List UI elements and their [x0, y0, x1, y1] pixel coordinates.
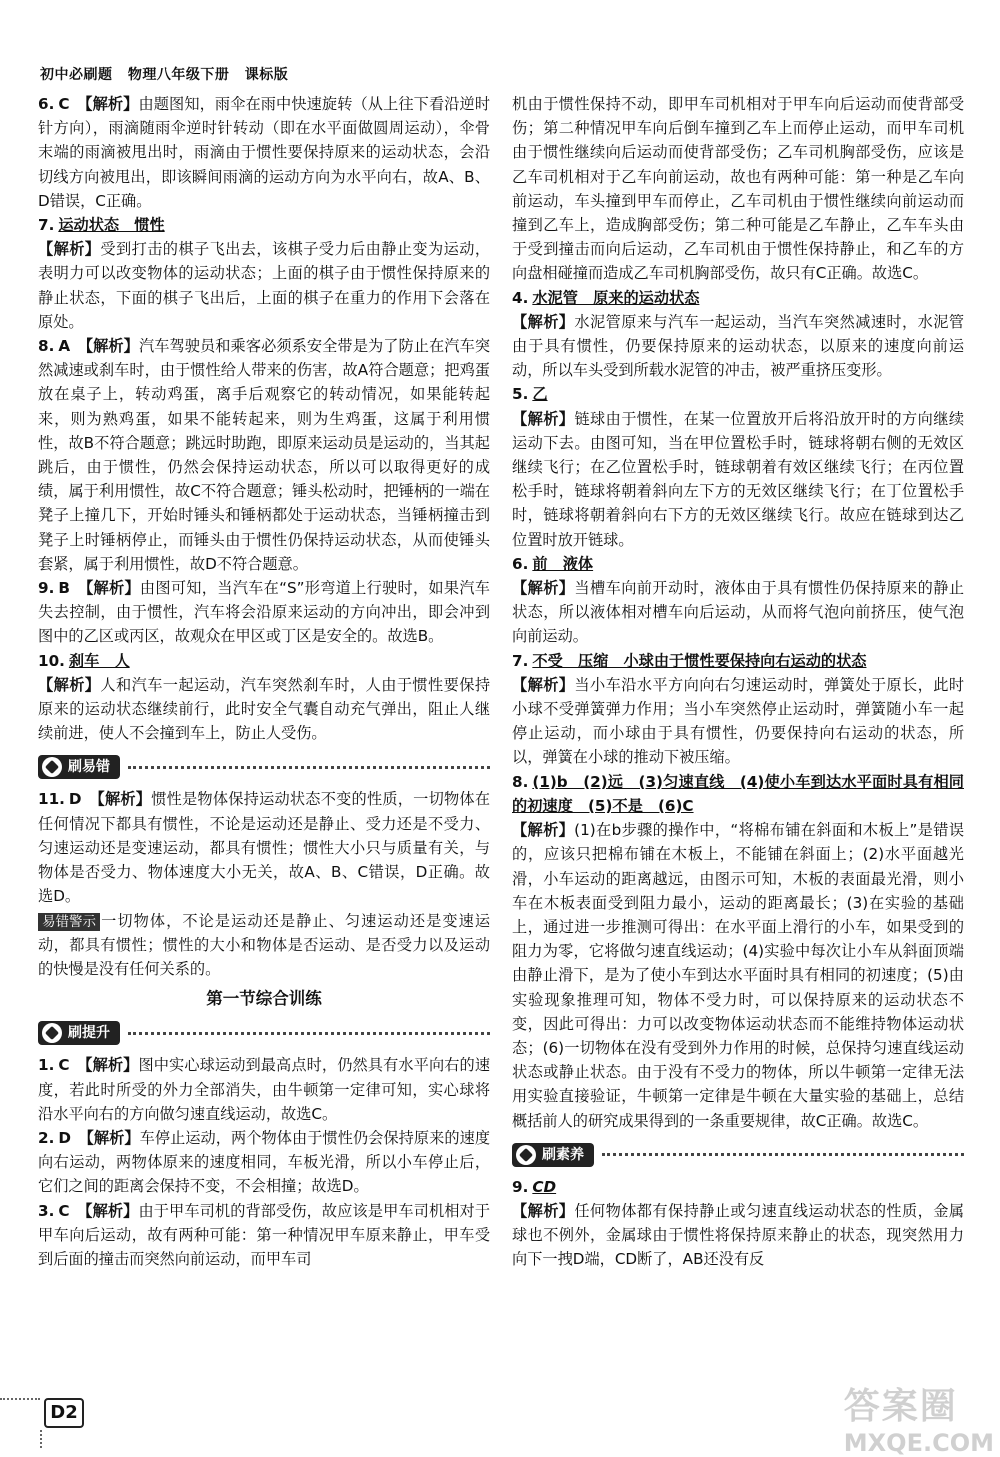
analysis-text: 由图可知，当汽车在“S”形弯道上行驶时，如果汽车失去控制，由于惯性，汽车将会沿原来运动的方向冲出，即会冲到图中的乙区或丙区，故观众在甲区或丁区是安全的。故选B。 — [38, 579, 490, 646]
analysis-tag: 【解析】 — [84, 1056, 139, 1075]
answer-p4 — [512, 286, 964, 383]
analysis-text: 当小车沿水平方向向右匀速运动时，弹簧处于原长，此时小球不受弹簧弹力作用；当小车突然停止运动时，弹簧随小车一起停止运动，而小球由于具有惯性，仍要保持向右运动的状态，所以，弹簧在小球的推动下被压缩。 — [512, 675, 965, 767]
brush-icon — [42, 757, 62, 777]
answer-10 — [38, 649, 490, 746]
section-badge — [38, 1021, 120, 1045]
watermark-url: MXQE.COM — [843, 1429, 994, 1457]
analysis-tag: 【解析】 — [97, 790, 152, 809]
item-number: 3. — [38, 1201, 55, 1220]
header-edition: 课标版 — [244, 67, 289, 83]
analysis-tag: 【解析】 — [512, 1201, 575, 1220]
page-number: D2 — [44, 1398, 84, 1428]
answer-key: 乙 — [532, 385, 548, 404]
analysis-text: 车停止运动，两个物体由于惯性仍会保持原来的速度向右运动，两物体原来的速度相同，车板光滑，所以小车停止后，它们之间的距离会保持不变，不会相撞；故选D。 — [38, 1128, 491, 1196]
dotted-rule — [128, 1032, 490, 1035]
analysis-tag: 【解析】 — [38, 240, 101, 259]
answer-9 — [38, 576, 490, 649]
section-label: 刷易错 — [68, 759, 110, 776]
answer-key: 前 液体 — [532, 554, 594, 573]
answer-p9 — [512, 1175, 964, 1272]
answer-key: D — [68, 790, 82, 809]
header-series: 初中必刷题 — [40, 67, 113, 83]
analysis-text: 惯性是物体保持运动状态不变的性质，一切物体在任何情况下都具有惯性，不论是运动还是静止、受力还是不受力、匀速运动还是变速运动，都具有惯性；惯性大小只与质量有关，与物体是否受力、物体速度大小无关，故A、B、C错误，D正确。故选D。 — [38, 790, 491, 906]
answer-key: C — [58, 95, 70, 113]
answer-key: C — [58, 1201, 70, 1220]
analysis-tag: 【解析】 — [512, 821, 575, 840]
dotted-rule — [128, 766, 490, 769]
answer-p7 — [512, 649, 964, 770]
section-label: 刷提升 — [68, 1025, 110, 1042]
analysis-tag: 【解析】 — [85, 337, 139, 356]
section-label: 刷素养 — [542, 1146, 584, 1163]
answer-6 — [38, 92, 490, 213]
right-column — [512, 92, 964, 1272]
analysis-tag: 【解析】 — [84, 1201, 139, 1220]
analysis-tag: 【解析】 — [512, 409, 575, 428]
answer-key: 运动状态 惯性 — [58, 216, 165, 235]
analysis-tag: 【解析】 — [512, 675, 575, 694]
item-number: 1. — [38, 1056, 55, 1075]
answer-key: CD — [532, 1177, 557, 1196]
item-number: 5. — [512, 385, 529, 404]
running-header — [40, 64, 298, 84]
header-subject: 物理八年级下册 — [127, 67, 230, 83]
answer-key: (1)b (2)远 (3)匀速直线 (4)使小车到达水平面时具有相同的初速度 (5)不是 (6)C — [512, 772, 964, 815]
item-number: 7. — [512, 651, 529, 670]
analysis-text: 图中实心球运动到最高点时，仍然具有水平向右的速度，若此时所受的外力全部消失，由牛顿第一定律可知，实心球将沿水平向右的方向做匀速直线运动，故选C。 — [38, 1056, 490, 1123]
item-number: 11. — [38, 790, 65, 809]
analysis-text: 任何物体都有保持静止或匀速直线运动状态的性质，金属球也不例外，金属球由于惯性将保持原来静止的状态，现突然用力向下一拽D端，CD断了，AB还没有反 — [512, 1201, 965, 1269]
item-number: 9. — [38, 579, 55, 598]
analysis-text: 由于甲车司机的背部受伤，故应该是甲车司机相对于甲车向后运动，故有两种可能：第一种情况甲车原来静止，甲车受到后面的撞击而突然向前运动，而甲车司 — [38, 1201, 490, 1268]
answer-p6 — [512, 552, 964, 649]
analysis-tag: 【解析】 — [85, 579, 140, 598]
analysis-text: (1)在b步骤的操作中，“将棉布铺在斜面和木板上”是错误的，应该只把棉布铺在木板上，不能铺在斜面上；(2)水平面越光滑，小车运动的距离越远，由图示可知，木板的表面最光滑，则小车在木板表面受到阻力最小，运动的距离最长；(3)在实验的基础上，通过进一步推测可得出：在水平面上滑行的小车，如果受到的阻力为零，它将做匀速直线运动；(4)实验中每次让小车从斜面顶端由静止滑下，是为了使小车到达水平面时具有相同的初速度；(5)由实验现象推理可知，物体不受力时，可以保持原来的运动状态不变，因此可得出：力可以改变物体运动状态而不能维持物体运动状态；(6)一切物体在没有受到外力作用的时候，总保持匀速直线运动状态或静止状态。由于没有不受力的物体，所以牛顿第一定律无法用实验直接验证，牛顿第一定律是牛顿在大量实验的基础上，总结概括前人的研究成果得到的一条重要规律，故C正确。故选C。 — [512, 821, 965, 1130]
answer-7 — [38, 213, 490, 334]
answer-p3-continued: 机由于惯性保持不动，即甲车司机相对于甲车向后运动而使背部受伤；第二种情况甲车向后倒车撞到乙车上而停止运动，而甲车司机由于惯性继续向后运动而使背部受伤；乙车司机胸部受伤，应该是乙车司机相对于乙车向前运动，故也有两种可能：第一种是乙车向前运动，车头撞到甲车而停止，乙车司机由于惯性继续向前运动而撞到乙车上，造成胸部受伤；第二种可能是乙车静止，乙车车头由于受到撞击而向后运动，乙车司机由于惯性保持静止，和乙车的方向盘相碰撞而造成乙车司机胸部受伤，故只有C正确。故选C。 — [512, 95, 964, 283]
answer-p2 — [38, 1126, 490, 1199]
answer-11 — [38, 787, 490, 981]
answer-p3 — [38, 1199, 490, 1272]
answer-key: C — [58, 1056, 70, 1075]
watermark — [844, 1378, 994, 1457]
brush-icon — [516, 1145, 536, 1165]
item-number: 7. — [38, 216, 55, 235]
analysis-tag: 【解析】 — [38, 675, 101, 694]
section-bar-improve — [38, 1019, 490, 1047]
section-title: 第一节综合训练 — [206, 989, 322, 1009]
section-bar-errors — [38, 753, 490, 781]
watermark-text: 答案圈 — [843, 1386, 958, 1427]
analysis-text: 人和汽车一起运动，汽车突然刹车时，人由于惯性要保持原来的运动状态继续前行，此时安全气囊自动充气弹出，阻止人继续前进，使人不会撞到车上，防止人受伤。 — [38, 675, 491, 743]
analysis-text: 由题图知，雨伞在雨中快速旋转（从上往下看沿逆时针方向），雨滴随雨伞逆时针转动（即在水平面做圆周运动），伞骨末端的雨滴被甩出时，雨滴由于惯性要保持原来的运动状态，会沿切线方向被甩出，即该瞬间雨滴的运动方向为水平向右，故A、B、D错误，C正确。 — [38, 95, 490, 210]
answer-key: D — [58, 1128, 71, 1147]
answer-p1 — [38, 1053, 490, 1126]
answer-key: 不受 压缩 小球由于惯性要保持向右运动的状态 — [532, 651, 867, 670]
answer-p5 — [512, 382, 964, 551]
item-number: 2. — [38, 1128, 55, 1147]
analysis-text: 汽车驾驶员和乘客必须系安全带是为了防止在汽车突然减速或刹车时，由于惯性给人带来的伤害，故A符合题意；把鸡蛋放在桌子上，转动鸡蛋，离手后观察它的转动情况，如果能转起来，则为熟鸡蛋，如果不能转起来，则为生鸡蛋，这属于利用惯性，故B不符合题意；跳远时助跑，即原来运动员是运动的，当其起跳后，由于惯性，仍然会保持运动状态，所以可以取得更好的成绩，属于利用惯性，故C不符合题意；锤头松动时，把锤柄的一端在凳子上撞几下，开始时锤头和锤柄都处于运动状态，当锤柄撞击到凳子上时锤柄停止，而锤头由于惯性仍保持运动状态，从而使锤头套紧，属于利用惯性，故D不符合题意。 — [38, 337, 491, 573]
analysis-tag: 【解析】 — [512, 579, 575, 598]
answer-8 — [38, 334, 490, 576]
corner-dotted-line — [0, 1398, 40, 1400]
analysis-text: 当槽车向前开动时，液体由于具有惯性仍保持原来的静止状态，所以液体相对槽车向后运动，从而将气泡向前挤压，使气泡向前运动。 — [512, 579, 965, 646]
corner-dotted-line — [40, 1430, 48, 1448]
analysis-tag: 【解析】 — [86, 1128, 140, 1147]
dotted-rule — [602, 1153, 964, 1156]
warning-text: 一切物体，不论是运动还是静止、匀速运动还是变速运动，都具有惯性；惯性的大小和物体是否运动、是否受力以及运动的快慢是没有任何关系的。 — [38, 911, 490, 978]
error-warning-label: 易错警示 — [38, 913, 100, 931]
section-badge — [512, 1143, 594, 1167]
left-column — [38, 92, 490, 1271]
item-number: 8. — [512, 772, 529, 791]
item-number: 6. — [512, 554, 529, 573]
analysis-text: 水泥管原来与汽车一起运动，当汽车突然减速时，水泥管由于具有惯性，仍要保持原来的运动状态，以原来的速度向前运动，所以车头受到所载水泥管的冲击，被严重挤压变形。 — [512, 312, 965, 380]
analysis-tag: 【解析】 — [84, 95, 139, 113]
answer-p8 — [512, 770, 964, 1133]
answer-key: 水泥管 原来的运动状态 — [532, 288, 700, 307]
item-number: 9. — [512, 1177, 529, 1196]
analysis-text: 受到打击的棋子飞出去，该棋子受力后由静止变为运动，表明力可以改变物体的运动状态；上面的棋子由于惯性保持原来的静止状态，下面的棋子飞出后，上面的棋子在重力的作用下会落在原处。 — [38, 240, 491, 331]
item-number: 6. — [38, 95, 55, 113]
section-bar-literacy — [512, 1141, 964, 1169]
brush-icon — [42, 1023, 62, 1043]
analysis-tag: 【解析】 — [512, 312, 575, 331]
analysis-text: 链球由于惯性，在某一位置放开后将沿放开时的方向继续运动下去。由图可知，当在甲位置松手时，链球将朝右侧的无效区继续飞行；在乙位置松手时，链球朝着有效区继续飞行；在丙位置松手时，链球将朝着斜向左下方的无效区继续飞行；在丁位置松手时，链球将朝着斜向右下方的无效区继续飞行。故应在链球到达乙位置时放开链球。 — [512, 409, 965, 549]
answer-key: A — [58, 337, 71, 356]
item-number: 8. — [38, 337, 55, 356]
answer-key: 刹车 人 — [68, 651, 130, 670]
answer-key: B — [58, 579, 70, 598]
item-number: 10. — [38, 651, 65, 670]
item-number: 4. — [512, 288, 529, 307]
section-badge — [38, 755, 120, 779]
